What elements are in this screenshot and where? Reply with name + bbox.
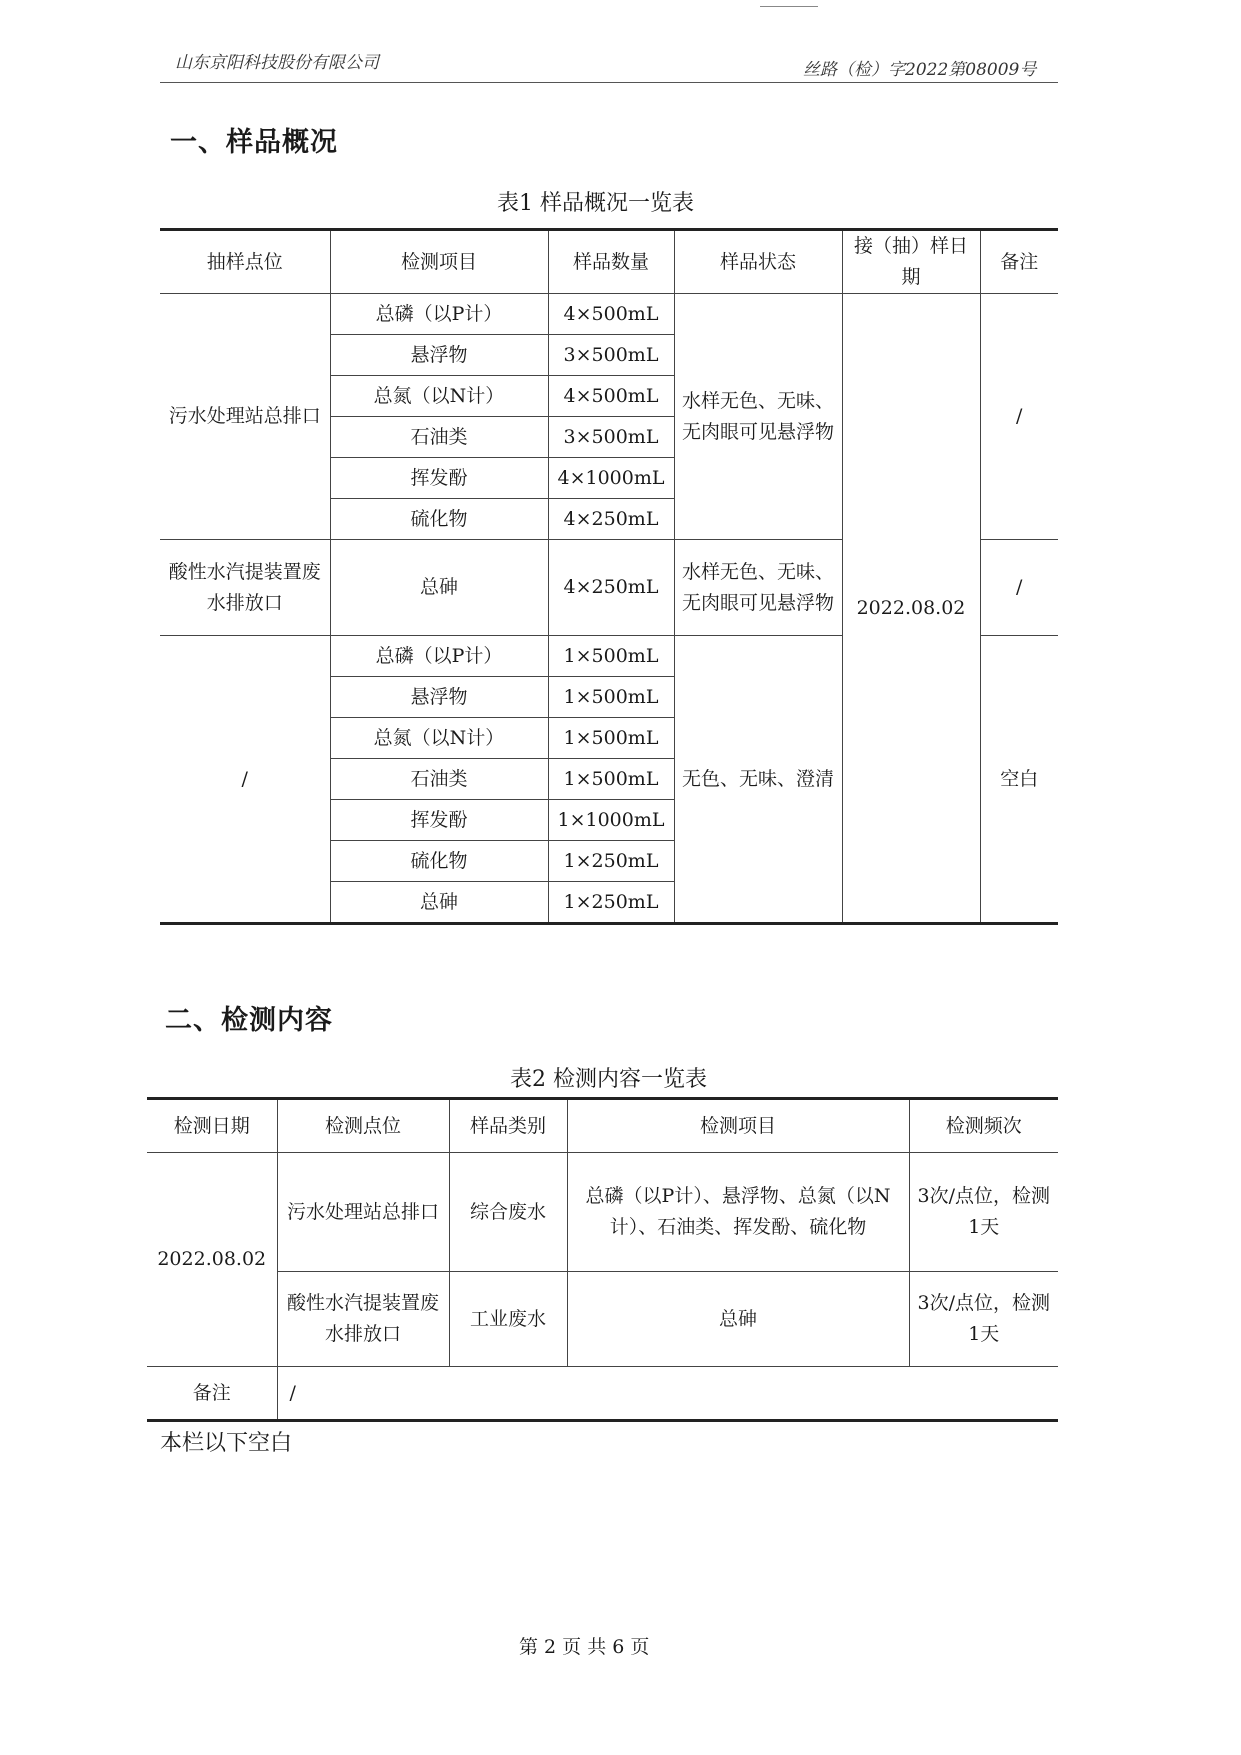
table1-caption: 表1 样品概况一览表 — [497, 191, 694, 216]
g1-item: 总磷（以P计） — [330, 294, 548, 335]
g3-point: / — [160, 636, 330, 924]
company-name: 山东京阳科技股份有限公司 — [175, 53, 379, 73]
g3-item: 总砷 — [330, 882, 548, 924]
g1-note: / — [980, 294, 1058, 540]
t2-type: 工业废水 — [449, 1272, 567, 1367]
th2-freq: 检测频次 — [909, 1099, 1058, 1153]
g3-item: 悬浮物 — [330, 677, 548, 718]
blank-below-note: 本栏以下空白 — [160, 1431, 293, 1456]
scan-top-rule — [760, 6, 818, 7]
remark-label: 备注 — [147, 1367, 277, 1421]
g1-qty: 4×1000mL — [548, 458, 674, 499]
g1-qty: 4×500mL — [548, 294, 674, 335]
g2-item: 总砷 — [330, 540, 548, 636]
g1-item: 石油类 — [330, 417, 548, 458]
t2-items: 总砷 — [567, 1272, 909, 1367]
remark-value: / — [277, 1367, 1058, 1421]
t2-freq: 3次/点位，检测1天 — [909, 1272, 1058, 1367]
g3-item: 总氮（以N计） — [330, 718, 548, 759]
g1-qty: 4×250mL — [548, 499, 674, 540]
th-date: 接（抽）样日期 — [842, 230, 980, 294]
table-row — [147, 1367, 1058, 1421]
g1-item: 总氮（以N计） — [330, 376, 548, 417]
g1-item: 悬浮物 — [330, 335, 548, 376]
g1-qty: 3×500mL — [548, 417, 674, 458]
g1-item: 挥发酚 — [330, 458, 548, 499]
g3-qty: 1×500mL — [548, 677, 674, 718]
page-number: 第 2 页 共 6 页 — [519, 1636, 650, 1658]
table-row — [147, 1153, 1058, 1272]
g3-qty: 1×250mL — [548, 882, 674, 924]
section1-title: 一、样品概况 — [170, 127, 338, 158]
g1-qty: 4×500mL — [548, 376, 674, 417]
th-note: 备注 — [980, 230, 1058, 294]
header-divider — [160, 82, 1058, 83]
th2-date: 检测日期 — [147, 1099, 277, 1153]
g3-item: 挥发酚 — [330, 800, 548, 841]
th-point: 抽样点位 — [160, 230, 330, 294]
g2-note: / — [980, 540, 1058, 636]
g1-item: 硫化物 — [330, 499, 548, 540]
sampling-date: 2022.08.02 — [842, 294, 980, 924]
g3-item: 总磷（以P计） — [330, 636, 548, 677]
test-content-table — [147, 1097, 1058, 1422]
g3-qty: 1×500mL — [548, 759, 674, 800]
report-number: 丝路（检）字2022第08009号 — [803, 60, 1037, 80]
g1-point: 污水处理站总排口 — [160, 294, 330, 540]
th-qty: 样品数量 — [548, 230, 674, 294]
g1-state: 水样无色、无味、无肉眼可见悬浮物 — [674, 294, 842, 540]
th-item: 检测项目 — [330, 230, 548, 294]
t2-freq: 3次/点位，检测1天 — [909, 1153, 1058, 1272]
g3-item: 硫化物 — [330, 841, 548, 882]
sample-overview-table — [160, 228, 1058, 925]
g3-qty: 1×500mL — [548, 718, 674, 759]
g3-note: 空白 — [980, 636, 1058, 924]
th-state: 样品状态 — [674, 230, 842, 294]
g3-qty: 1×1000mL — [548, 800, 674, 841]
g2-qty: 4×250mL — [548, 540, 674, 636]
table2-caption: 表2 检测内容一览表 — [510, 1067, 707, 1092]
th2-items: 检测项目 — [567, 1099, 909, 1153]
table-row — [160, 294, 1058, 335]
g2-point: 酸性水汽提装置废水排放口 — [160, 540, 330, 636]
g3-item: 石油类 — [330, 759, 548, 800]
th2-point: 检测点位 — [277, 1099, 449, 1153]
t2-point: 污水处理站总排口 — [277, 1153, 449, 1272]
t2-items: 总磷（以P计）、悬浮物、总氮（以N计）、石油类、挥发酚、硫化物 — [567, 1153, 909, 1272]
g3-state: 无色、无味、澄清 — [674, 636, 842, 924]
g2-state: 水样无色、无味、无肉眼可见悬浮物 — [674, 540, 842, 636]
g3-qty: 1×250mL — [548, 841, 674, 882]
g1-qty: 3×500mL — [548, 335, 674, 376]
t2-point: 酸性水汽提装置废水排放口 — [277, 1272, 449, 1367]
table-row — [147, 1272, 1058, 1367]
section2-title: 二、检测内容 — [165, 1005, 333, 1036]
t2-type: 综合废水 — [449, 1153, 567, 1272]
g3-qty: 1×500mL — [548, 636, 674, 677]
test-date: 2022.08.02 — [147, 1153, 277, 1367]
th2-type: 样品类别 — [449, 1099, 567, 1153]
